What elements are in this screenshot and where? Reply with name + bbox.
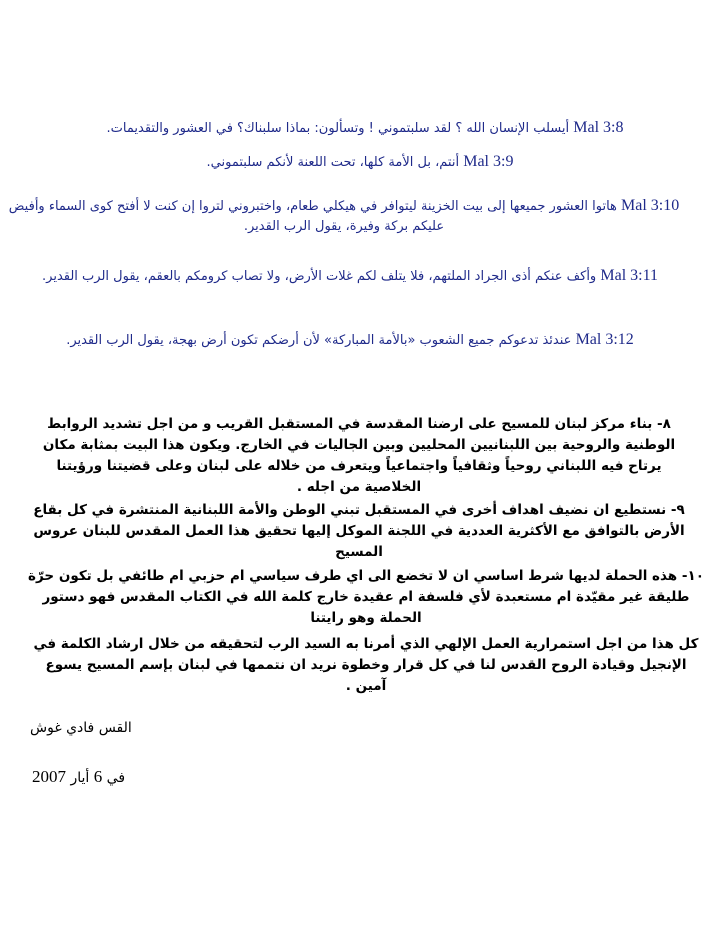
date-prefix: في (106, 770, 126, 786)
verse-mal-3-8 (60, 118, 670, 139)
paragraph-8: ٨- بناء مركز لبنان للمسيح على ارضنا المقدسة في المستقبل القريب و من اجل تشديد الروابط الوطنية والروحية بين اللبنانيين المحليين وبين الجاليات في الخارج. ويكون هذا البيت بمثابة مكان يرتاح فيه اللبناني روحياً وثقافياً واجتماعياً ويتعرف من خلاله على لبنان وعلى قضيتنا ورؤيتنا الخلاصية من اجله . (42, 416, 676, 495)
verse-mal-3-9 (150, 152, 570, 173)
verse-reference: Mal 3:11 (600, 267, 658, 284)
verse-text: أيسلب الإنسان الله ؟ لقد سلبتموني ! وتسألون: بماذا سلبناك؟ في العشور والتقديمات. (106, 121, 570, 136)
date-year: 2007 (32, 767, 66, 786)
verse-reference: Mal 3:12 (575, 331, 634, 348)
verse-mal-3-11 (30, 266, 670, 287)
date-month: أيار (70, 770, 90, 786)
verse-mal-3-10 (6, 196, 682, 237)
paragraph-10: ١٠- هذه الحملة لديها شرط اساسي ان لا تخضع الى اي طرف سياسي ام حزبي ام طائفي بل تكون حرّة طليقة غير مقيّدة ام مستعبدة لأي فلسفة ام عقيدة خارج كلمة الله في الكتاب المقدس فهو دستور الحملة وهو رايتنا (28, 568, 704, 626)
verse-reference: Mal 3:9 (463, 153, 514, 170)
verse-reference: Mal 3:10 (621, 197, 680, 214)
verse-text: أنتم، بل الأمة كلها، تحت اللعنة لأنكم سلبتموني. (206, 155, 460, 170)
verse-text: عندئذ تدعوكم جميع الشعوب «بالأمة المباركة» لأن أرضكم تكون أرض بهجة، يقول الرب القدير. (66, 333, 572, 348)
verse-reference: Mal 3:8 (573, 119, 624, 136)
signature (30, 720, 230, 736)
closing-paragraph: كل هذا من اجل استمرارية العمل الإلهي الذي أمرنا به السيد الرب لتحقيقه من خلال ارشاد الكلمة في الإنجيل وقيادة الروح القدس لنا في كل قرار وخطوة نريد ان نتممها في لبنان بإسم المسيح يسوع آمين . (33, 636, 699, 694)
date-day: 6 (93, 767, 103, 786)
verse-text: هاتوا العشور جميعها إلى بيت الخزينة ليتوافر في هيكلي طعام، واختبروني لتروا إن كنت لا أفتح كوى السماء وأفيض عليكم بركة وفيرة، يقول الرب القدير. (8, 199, 617, 234)
verse-mal-3-12 (30, 330, 670, 351)
date-line (32, 767, 252, 787)
verse-text: وأكف عنكم أذى الجراد الملتهم، فلا يتلف لكم غلات الأرض، ولا تصاب كرومكم بالعقم، يقول الرب القدير. (42, 269, 597, 284)
signature-name: القس فادي غوش (30, 720, 132, 736)
paragraph-9: ٩- نستطيع ان نضيف اهداف أخرى في المستقبل تبني الوطن والأمة اللبنانية المنتشرة في كل بقاع الأرض بالتوافق مع الأكثرية العددية في اللجنة الموكل إليها تحقيق هذا العمل المقدس للبنان عروس المسيح (33, 502, 685, 560)
